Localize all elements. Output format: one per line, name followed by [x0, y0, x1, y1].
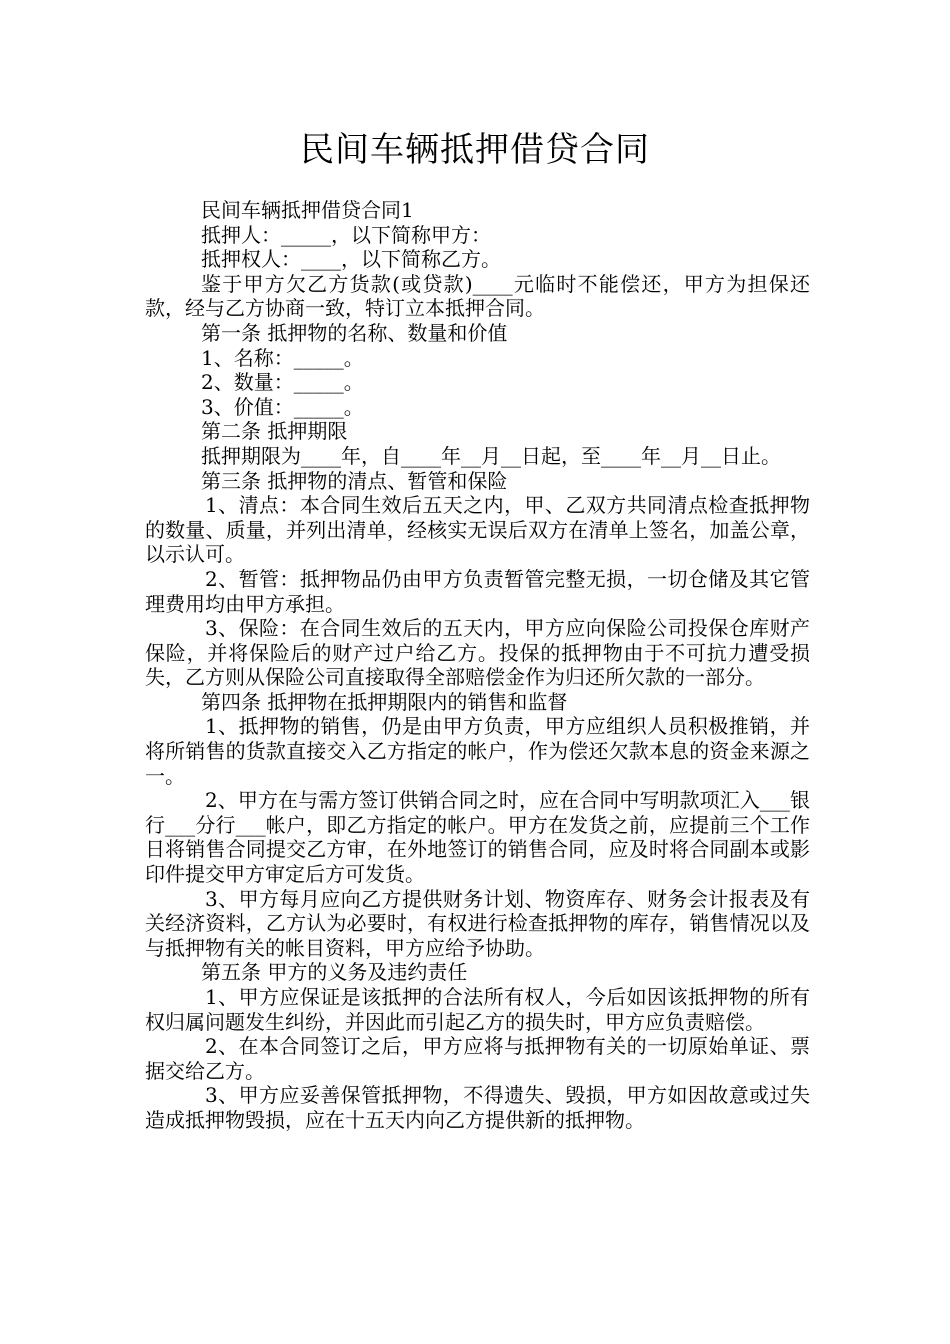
article-3-item-2: 2、暂管：抵押物品仍由甲方负责暂管完整无损，一切仓储及其它管理费用均由甲方承担。 — [145, 566, 810, 616]
article-5-item-2: 2、在本合同签订之后，甲方应将与抵押物有关的一切原始单证、票据交给乙方。 — [145, 1034, 810, 1083]
article-4-item-1: 1、抵押物的销售，仍是由甲方负责，甲方应组织人员积极推销，并将所销售的货款直接交入乙方指定的帐户，作为偿还欠款本息的资金来源之一。 — [145, 714, 810, 788]
article-5-item-3: 3、甲方应妥善保管抵押物，不得遗失、毁损，甲方如因故意或过失造成抵押物毁损，应在十五天内向乙方提供新的抵押物。 — [145, 1083, 810, 1132]
document-title: 民间车辆抵押借贷合同 — [300, 130, 650, 170]
mortgagor-line: 抵押人：_____，以下简称甲方： — [201, 222, 491, 247]
article-1-item-value: 3、价值：_____。 — [201, 394, 364, 419]
article-1-item-name: 1、名称：_____。 — [201, 345, 364, 370]
article-4-item-3: 3、甲方每月应向乙方提供财务计划、物资库存、财务会计报表及有关经济资料，乙方认为必要时，有权进行检查抵押物的库存，销售情况以及与抵押物有关的帐目资料，甲方应给予协助。 — [145, 886, 810, 960]
article-4-heading: 第四条 抵押物在抵押期限内的销售和监督 — [201, 689, 568, 714]
article-2-term-paragraph: 抵押期限为____年，自____年__月__日起，至____年__月__日止。 — [201, 443, 781, 468]
article-3-item-3: 3、保险：在合同生效后的五天内，甲方应向保险公司投保仓库财产保险，并将保险后的财产过户给乙方。投保的抵押物由于不可抗力遭受损失，乙方则从保险公司直接取得全部赔偿金作为归还所欠款的一部分。 — [145, 616, 810, 690]
article-4-item-2: 2、甲方在与需方签订供销合同之时，应在合同中写明款项汇入___银行___分行___帐户，即乙方指定的帐户。甲方在发货之前，应提前三个工作日将销售合同提交乙方审，在外地签订的销售合同，应及时将合同副本或影印件提交甲方审定后方可发货。 — [145, 788, 810, 887]
document-body — [145, 198, 810, 1133]
article-1-heading: 第一条 抵押物的名称、数量和价值 — [201, 320, 508, 345]
preamble-paragraph: 鉴于甲方欠乙方货款(或贷款)____元临时不能偿还，甲方为担保还款，经与乙方协商一致，特订立本抵押合同。 — [145, 271, 810, 321]
article-3-item-1: 1、清点：本合同生效后五天之内，甲、乙双方共同清点检查抵押物的数量、质量，并列出清单，经核实无误后双方在清单上签名，加盖公章，以示认可。 — [145, 493, 810, 567]
subtitle-paragraph: 民间车辆抵押借贷合同1 — [201, 198, 414, 222]
article-5-heading: 第五条 甲方的义务及违约责任 — [201, 960, 468, 985]
article-5-item-1: 1、甲方应保证是该抵押的合法所有权人，今后如因该抵押物的所有权归属问题发生纠纷，并因此而引起乙方的损失时，甲方应负责赔偿。 — [145, 985, 810, 1034]
mortgagee-line: 抵押权人：____，以下简称乙方。 — [201, 247, 501, 272]
article-1-item-quantity: 2、数量：_____。 — [201, 370, 364, 395]
article-2-heading: 第二条 抵押期限 — [201, 419, 348, 444]
article-3-heading: 第三条 抵押物的清点、暂管和保险 — [201, 468, 508, 493]
